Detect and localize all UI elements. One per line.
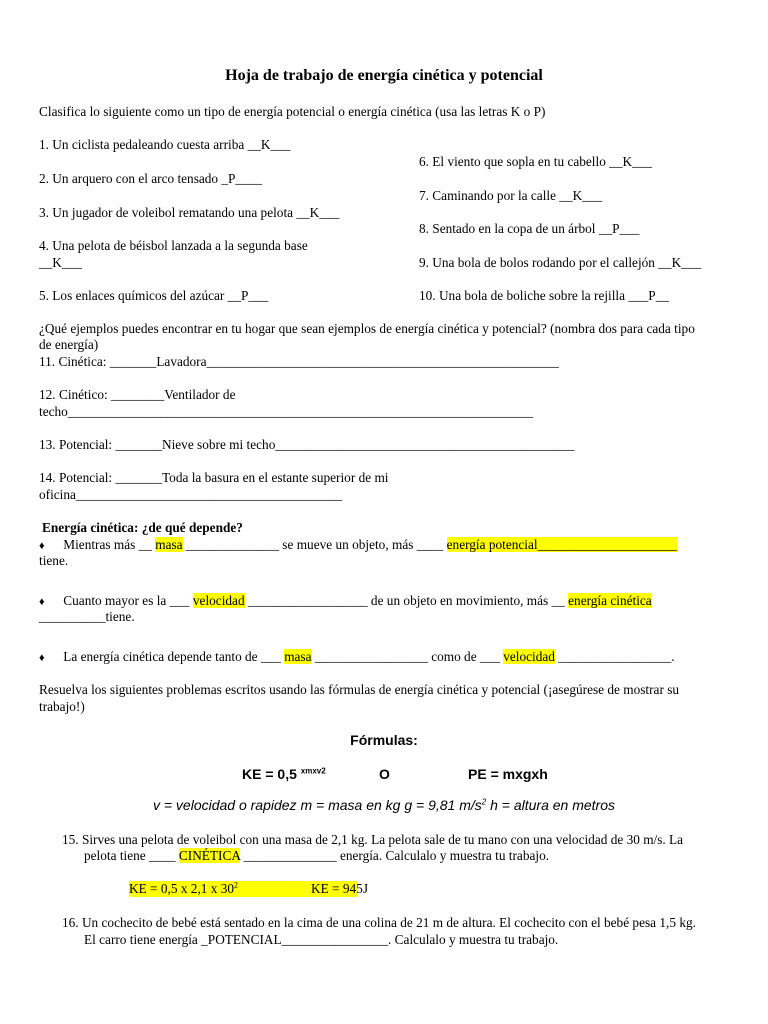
bullet-1-text-start: Mientras más __: [63, 537, 156, 552]
bullet-2-text-start: Cuanto mayor es la ___: [63, 593, 193, 608]
bullet-3-text-start: La energía cinética depende tanto de ___: [63, 649, 285, 664]
ke-formula-text: KE = 0,5: [242, 766, 297, 782]
item-6: 6. El viento que sopla en tu cabello __K___: [419, 154, 653, 169]
item-3: 3. Un jugador de voleibol rematando una pelota __K___: [39, 205, 340, 220]
problem-15-answer-type: CINÉTICA: [178, 848, 241, 863]
kinetic-heading: Energía cinética: ¿de qué depende?: [42, 520, 243, 535]
home-question-cont: de energía): [39, 337, 99, 352]
answer-11: 11. Cinética: _______Lavadora_____________________________________________________: [39, 354, 559, 369]
problem-15-text-end: ______________ energía. Calculalo y muestra tu trabajo.: [240, 848, 550, 863]
answer-13: 13. Potencial: _______Nieve sobre mi techo_____________________________________________: [39, 437, 575, 452]
bullet-1: [39, 537, 677, 554]
solve-instructions-cont: trabajo!): [39, 699, 85, 714]
problem-15-calc: KE = 0,5 x 2,1 x 30: [129, 881, 235, 896]
bullet-icon: ♦: [39, 596, 45, 608]
bullet-3-answer-2: velocidad: [503, 649, 555, 664]
bullet-1-cont: tiene.: [39, 553, 69, 568]
item-4-answer: __K___: [39, 255, 82, 270]
bullet-3: [39, 649, 675, 666]
item-8: 8. Sentado en la copa de un árbol __P___: [419, 221, 640, 236]
ke-formula: [242, 766, 326, 782]
problem-15-answer: [129, 880, 368, 897]
bullet-3-text-mid: _________________ como de ___: [311, 649, 504, 664]
bullet-2: [39, 593, 652, 610]
formulas-heading: Fórmulas:: [350, 732, 418, 748]
item-1: 1. Un ciclista pedaleando cuesta arriba __K___: [39, 137, 291, 152]
legend-text: v = velocidad o rapidez m = masa en kg g = 9,81 m/s: [152, 797, 482, 813]
item-4: 4. Una pelota de béisbol lanzada a la segunda base: [39, 238, 308, 253]
worksheet-title: Hoja de trabajo de energía cinética y potencial: [225, 67, 543, 84]
answer-12: 12. Cinético: ________Ventilador de: [39, 387, 236, 402]
or-word: O: [379, 766, 390, 782]
item-7: 7. Caminando por la calle __K___: [419, 188, 603, 203]
bullet-1-text-mid: ______________ se mueve un objeto, más ____: [182, 537, 447, 552]
problem-15-result: KE = 945J: [311, 881, 368, 896]
ke-formula-sup: xmxv2: [300, 766, 326, 776]
solve-instructions: Resuelva los siguientes problemas escritos usando las fórmulas de energía cinética y potencial (¡asegúrese de mostrar su: [39, 682, 680, 697]
bullet-2-answer-1: velocidad: [192, 593, 245, 608]
item-2: 2. Un arquero con el arco tensado _P____: [39, 171, 263, 186]
bullet-2-cont: __________tiene.: [39, 609, 135, 624]
legend-sup: 2: [481, 797, 487, 807]
variables-legend: [0, 797, 768, 813]
problem-15-calc-sup: 2: [234, 880, 239, 890]
legend-text-end: h = altura en metros: [486, 797, 616, 813]
bullet-1-answer-1: masa: [155, 537, 183, 552]
home-question: ¿Qué ejemplos puedes encontrar en tu hogar que sean ejemplos de energía cinética y potencial? (nombra dos para cada tipo: [39, 321, 695, 336]
bullet-1-answer-2: energía potencial_____________________: [446, 537, 678, 552]
problem-16: 16. Un cochecito de bebé está sentado en la cima de una colina de 21 m de altura. El cochecito con el bebé pesa 1,5 kg.: [62, 915, 696, 930]
instructions: Clasifica lo siguiente como un tipo de energía potencial o energía cinética (usa las letras K o P): [39, 104, 546, 119]
pe-formula: PE = mxgxh: [468, 766, 548, 782]
item-10: 10. Una bola de boliche sobre la rejilla ___P__: [419, 288, 669, 303]
bullet-icon: ♦: [39, 652, 45, 664]
problem-16-cont: El carro tiene energía _POTENCIAL________________. Calculalo y muestra tu trabajo.: [84, 932, 559, 947]
bullet-3-text-end: _________________.: [554, 649, 675, 664]
problem-15-text-start: pelota tiene ____: [84, 848, 179, 863]
item-9: 9. Una bola de bolos rodando por el callejón __K___: [419, 255, 702, 270]
answer-12-cont: techo______________________________________________________________________: [39, 404, 534, 419]
problem-15-cont: [84, 848, 549, 864]
bullet-2-answer-2: energía cinética: [568, 593, 652, 608]
problem-15: 15. Sirves una pelota de voleibol con una masa de 2,1 kg. La pelota sale de tu mano con una velocidad de 30 m/s. La: [62, 832, 684, 847]
bullet-3-answer-1: masa: [284, 649, 312, 664]
bullet-icon: ♦: [39, 540, 45, 552]
bullet-2-text-mid: __________________ de un objeto en movimiento, más __: [244, 593, 569, 608]
item-5: 5. Los enlaces químicos del azúcar __P___: [39, 288, 269, 303]
answer-14-cont: oficina________________________________________: [39, 487, 342, 502]
answer-14: 14. Potencial: _______Toda la basura en el estante superior de mi: [39, 470, 389, 485]
